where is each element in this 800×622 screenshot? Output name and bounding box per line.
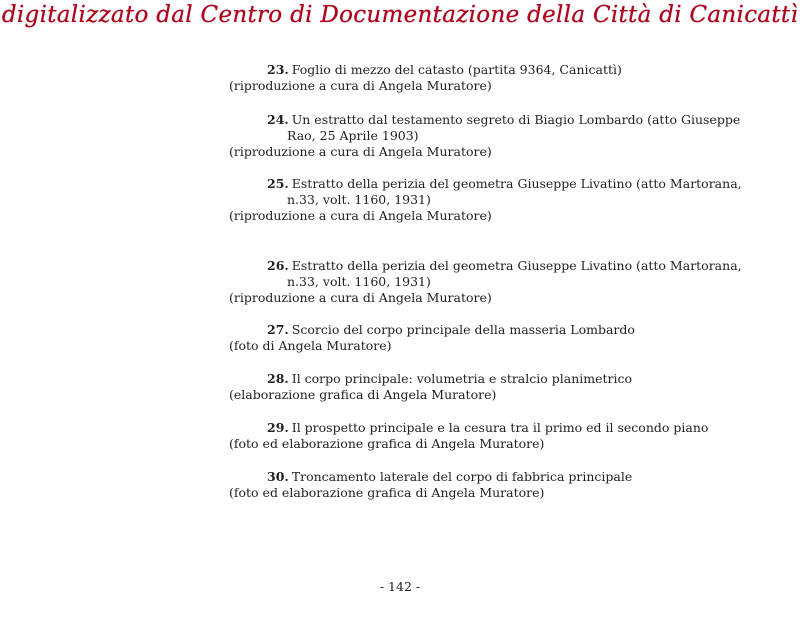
caption-text: Scorcio del corpo principale della masseria Lombardo	[291, 322, 635, 337]
caption-credit: (riproduzione a cura di Angela Muratore)	[229, 78, 492, 93]
caption-credit: (foto ed elaborazione grafica di Angela Muratore)	[229, 436, 545, 451]
caption-title	[229, 322, 769, 338]
caption-title	[229, 469, 769, 485]
page-number: - 142 -	[379, 579, 421, 594]
digitization-watermark: digitalizzato dal Centro di Documentazione della Città di Canicattì	[1, 2, 799, 28]
caption-credit: (riproduzione a cura di Angela Muratore)	[229, 290, 492, 305]
caption-credit: (riproduzione a cura di Angela Muratore)	[229, 208, 492, 223]
caption-title	[229, 371, 769, 387]
caption-number: 29.	[267, 420, 289, 435]
caption-entry-29	[229, 420, 769, 452]
caption-credit: (riproduzione a cura di Angela Muratore)	[229, 144, 492, 159]
caption-title	[229, 420, 769, 436]
caption-credit: (elaborazione grafica di Angela Muratore)	[229, 387, 497, 402]
caption-text: Il prospetto principale e la cesura tra il primo ed il secondo piano	[291, 420, 709, 435]
caption-text: Estratto della perizia del geometra Giuseppe Livatino (atto Martorana, n.33, volt. 1160, 1931)	[287, 258, 742, 289]
caption-number: 25.	[267, 176, 289, 191]
caption-number: 30.	[267, 469, 289, 484]
caption-number: 26.	[267, 258, 289, 273]
caption-number: 27.	[267, 322, 289, 337]
caption-entry-30	[229, 469, 769, 501]
caption-credit: (foto ed elaborazione grafica di Angela Muratore)	[229, 485, 545, 500]
caption-text: Estratto della perizia del geometra Giuseppe Livatino (atto Martorana, n.33, volt. 1160, 1931)	[287, 176, 742, 207]
caption-entry-28	[229, 371, 769, 403]
caption-number: 28.	[267, 371, 289, 386]
caption-text: Foglio di mezzo del catasto (partita 9364, Canicattì)	[291, 62, 622, 77]
caption-entry-27	[229, 322, 769, 354]
caption-title	[229, 62, 769, 78]
caption-entry-24	[229, 112, 769, 160]
caption-text: Un estratto dal testamento segreto di Biagio Lombardo (atto Giuseppe Rao, 25 Aprile 1903)	[287, 112, 741, 143]
caption-entry-26	[229, 258, 769, 306]
caption-entry-25	[229, 176, 769, 224]
caption-text: Troncamento laterale del corpo di fabbrica principale	[291, 469, 633, 484]
caption-title	[229, 176, 769, 208]
caption-number: 24.	[267, 112, 289, 127]
caption-text: Il corpo principale: volumetria e stralcio planimetrico	[291, 371, 633, 386]
caption-number: 23.	[267, 62, 289, 77]
caption-entry-23	[229, 62, 769, 94]
caption-title	[229, 258, 769, 290]
caption-title	[229, 112, 769, 144]
caption-credit: (foto di Angela Muratore)	[229, 338, 392, 353]
